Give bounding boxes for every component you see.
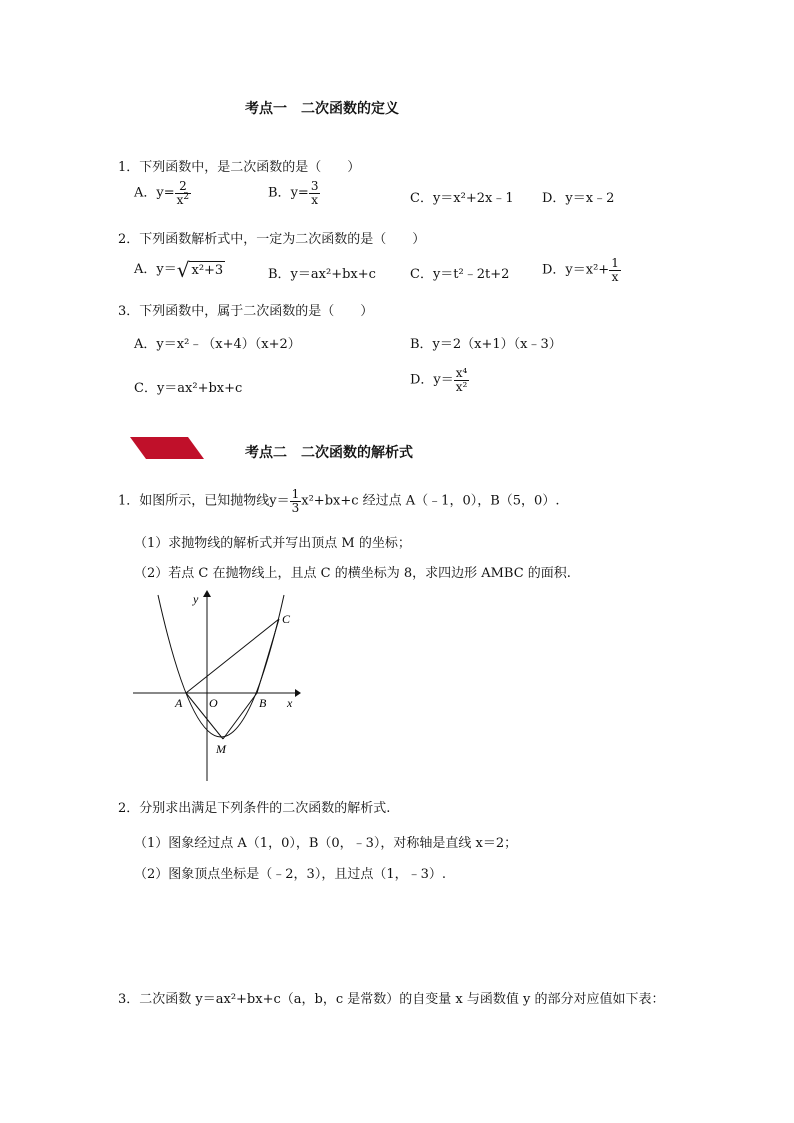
q3-option-d [410,367,469,393]
p1-stem-post: x²+bx+c 经过点 A（﹣1，0），B（5，0）. [301,493,560,509]
p2-stem: 2．分别求出满足下列条件的二次函数的解析式. [118,801,391,816]
label-o: O [209,696,218,710]
label-x: x [287,696,293,710]
p1-stem-pre: 1．如图所示，已知抛物线y＝ [118,493,290,509]
q2-option-c: C．y＝t²﹣2t+2 [410,267,510,282]
q3-d-den: x² [455,379,468,394]
q2-d-fraction [609,257,621,283]
q3-option-c: C．y＝ax²+bx+c [134,381,243,396]
q2-stem: 2．下列函数解析式中，一定为二次函数的是（ ） [118,232,426,247]
label-y: y [193,592,199,606]
q1-a-fraction [175,180,192,206]
q1-option-a [134,180,191,206]
q2-option-b: B．y＝ax²+bx+c [268,267,376,282]
parabola-graph [125,585,305,785]
section-title-expression: 考点二 二次函数的解析式 [245,445,413,461]
q3-d-num: x⁴ [455,366,468,380]
q2-d-den: x [611,269,619,284]
q1-a-den-exp: 2 [183,191,190,202]
q1-b-label: B． [268,185,291,201]
q1-a-den-base: x [176,192,184,207]
y-axis-arrow-icon [203,590,211,597]
segment-ac [186,619,279,693]
q3-option-b: B．y＝2（x+1）（x﹣3） [410,337,562,352]
q2-option-a [134,258,225,280]
label-b: B [259,696,267,710]
q3-option-a: A．y＝x²﹣（x+4）（x+2） [134,337,301,352]
q3-stem: 3．下列函数中，属于二次函数的是（ ） [118,304,374,319]
q1-stem: 1．下列函数中，是二次函数的是（ ） [118,160,361,175]
p1-sub2: （2）若点 C 在抛物线上，且点 C 的横坐标为 8，求四边形 AMBC 的面积. [134,566,571,581]
label-m: M [216,742,226,756]
q3-d-label: D．y＝ [410,372,454,388]
q1-a-num: 2 [175,180,192,194]
p1-frac-den: 3 [291,500,300,515]
x-axis-arrow-icon [295,689,301,697]
q1-a-label: A． [134,185,157,201]
q1-a-y: y= [156,185,175,201]
q1-option-c: C．y＝x²+2x﹣1 [410,191,514,206]
q2-d-num: 1 [611,256,619,270]
segment-mb [223,693,257,739]
q1-option-d: D．y＝x﹣2 [542,191,615,206]
q2-d-label: D．y＝x²+ [542,262,610,278]
banner-parallelogram [130,437,204,459]
q2-option-d [542,257,621,283]
q2-a-radicand: x²+3 [191,262,224,278]
p1-fraction [290,488,302,514]
p1-frac-num: 1 [291,487,300,501]
q2-a-label: A．y＝ [134,262,177,277]
section-title-definition: 考点一 二次函数的定义 [245,101,399,117]
q1-b-num: 3 [310,179,319,193]
p1-stem [118,488,559,514]
q3-d-fraction [454,367,470,393]
p3-stem: 3．二次函数 y＝ax²+bx+c（a，b，c 是常数）的自变量 x 与函数值 y 的部分对应值如下表： [118,992,665,1007]
q1-b-fraction [309,180,321,206]
q1-option-b [268,180,320,206]
q1-a-den [175,191,192,207]
segment-bc [257,619,279,693]
p2-sub2: （2）图象顶点坐标是（﹣2，3），且过点（1，﹣3）. [134,867,446,882]
label-c: C [282,612,291,626]
p2-sub1: （1）图象经过点 A（1，0），B（0，﹣3），对称轴是直线 x＝2； [134,836,518,851]
p1-sub1: （1）求抛物线的解析式并写出顶点 M 的坐标； [134,536,411,551]
section-banner [130,437,206,461]
q1-b-y: y= [290,185,309,201]
sqrt-icon: √ [176,257,190,282]
label-a: A [175,696,183,710]
q2-a-sqrt [176,257,225,282]
q1-b-den: x [311,192,319,207]
